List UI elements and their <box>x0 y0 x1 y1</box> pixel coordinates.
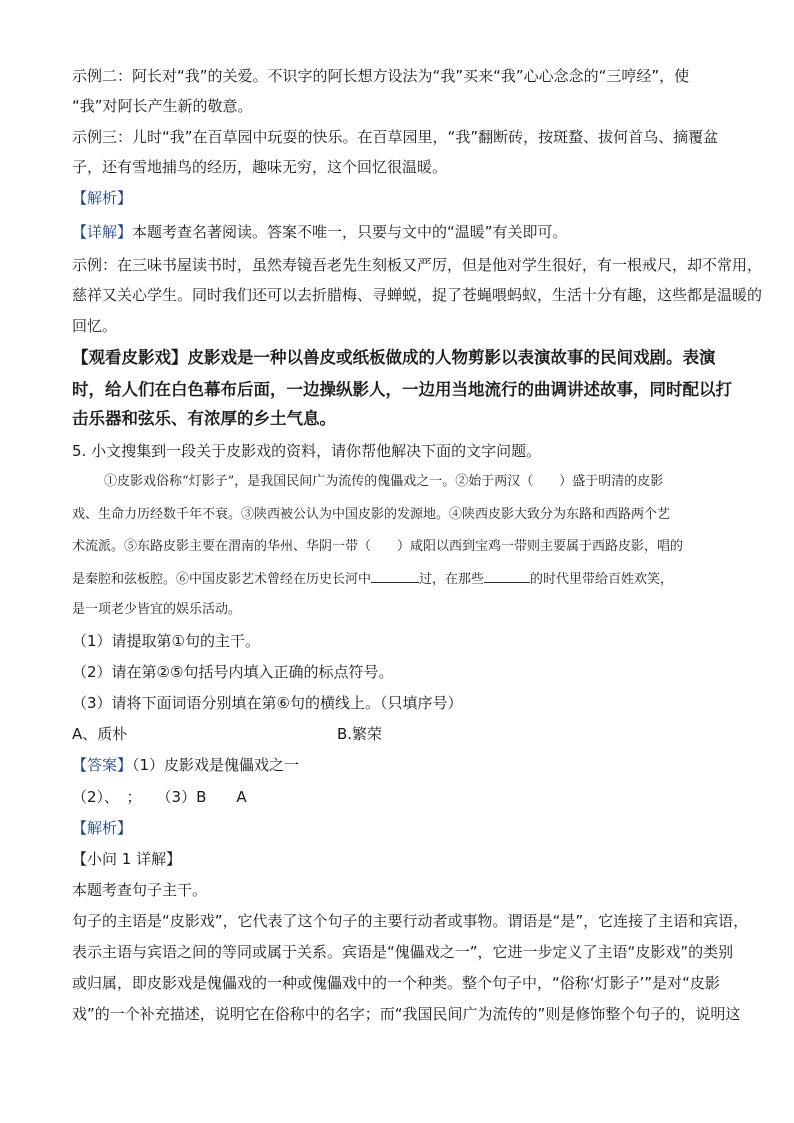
text-line: 戏”的一个补充描述，说明它在俗称中的名字；而“我国民间广为流传的”则是修饰整个句子的，说明这 <box>72 1005 741 1023</box>
bold-heading-line: 时，给人们在白色幕布后面，一边操纵影人，一边用当地流行的曲调讲述故事，同时配以打 <box>72 380 732 399</box>
option-a: A、质朴 <box>72 725 128 743</box>
text-line: 子，还有雪地捕鸟的经历，趣味无穷，这个回忆很温暖。 <box>72 158 448 176</box>
passage-line: 术流派。⑤东路皮影主要在渭南的华州、华阴一带（ ）咸阳以西到宝鸡一带则主要属于西路皮影，唱的 <box>72 539 684 554</box>
bold-heading-line: 【观看皮影戏】皮影戏是一种以兽皮或纸板做成的人物剪影以表演故事的民间戏剧。表演 <box>72 348 716 367</box>
text-line: 示例三：儿时“我”在百草园中玩耍的快乐。在百草园里，“我”翻断砖，按斑蝥、拔何首乌、摘覆盆 <box>72 128 719 146</box>
text-line: 示例二：阿长对“我”的关爱。不识字的阿长想方设法为“我”买来“我”心心念念的“三哼经”，使 <box>72 67 690 85</box>
blank-line-2 <box>484 568 530 583</box>
answer-line <box>72 755 299 775</box>
passage-line: 戏、生命力历经数千年不衰。③陕西被公认为中国皮影的发源地。④陕西皮影大致分为东路和西路两个艺 <box>72 507 671 522</box>
passage-line: ①皮影戏俗称“灯影子”，是我国民间广为流传的傀儡戏之一。②始于两汉（ ）盛于明清的皮影 <box>104 474 664 489</box>
passage-text: 过，在那些 <box>419 572 485 587</box>
text-line: 或归属，即皮影戏是傀儡戏的一种或傀儡戏中的一个种类。整个句子中，“俗称‘灯影子’”是对“皮影 <box>72 974 720 992</box>
sub-question-2: （2）请在第②⑤句括号内填入正确的标点符号。 <box>72 663 394 681</box>
text-line <box>72 222 568 242</box>
text-line: 句子的主语是“皮影戏”，它代表了这个句子的主要行动者或事物。谓语是“是”，它连接了主语和宾语， <box>72 912 749 930</box>
text-line: 回忆。 <box>72 317 118 335</box>
bold-heading-line: 击乐器和弦乐、有浓厚的乡土气息。 <box>72 409 336 428</box>
text-line: “我”对阿长产生新的敬意。 <box>72 97 253 115</box>
text-line: 本题考查句子主干。 <box>72 881 208 899</box>
answer-tag: 【答案】 <box>72 756 133 774</box>
detail-tag: 【详解】 <box>72 223 133 241</box>
text-line: 表示主语与宾语之间的等同或属于关系。宾语是“傀儡戏之一”，它进一步定义了主语“皮影戏”的类别 <box>72 943 734 961</box>
analysis-tag: 【解析】 <box>72 819 133 837</box>
passage-text: 的时代里带给百姓欢笑， <box>530 572 674 587</box>
option-b: B.繁荣 <box>337 725 383 743</box>
sub-question-heading: 【小问 1 详解】 <box>72 850 182 868</box>
passage-line: 是一项老少皆宜的娱乐活动。 <box>72 602 242 617</box>
passage-text: 是秦腔和弦板腔。⑥中国皮影艺术曾经在历史长河中 <box>72 572 372 587</box>
blank-line-1 <box>371 568 419 583</box>
passage-line <box>72 568 673 590</box>
question-5: 5. 小文搜集到一段关于皮影戏的资料，请你帮他解决下面的文字问题。 <box>72 442 542 460</box>
answer-text: （1）皮影戏是傀儡戏之一 <box>132 756 300 774</box>
text-line: 慈祥又关心学生。同时我们还可以去折腊梅、寻蝉蜕，捉了苍蝇喂蚂蚁，生活十分有趣，这些都是温暖的 <box>72 286 763 304</box>
sub-question-1: （1）请提取第①句的主干。 <box>72 632 260 650</box>
detail-text: 本题考查名著阅读。答案不唯一，只要与文中的“温暖”有关即可。 <box>132 223 568 241</box>
sub-question-3: （3）请将下面词语分别填在第⑥句的横线上。（只填序号） <box>72 694 463 712</box>
answer-line-2: （2）、 ； （3）B A <box>72 788 247 806</box>
analysis-tag: 【解析】 <box>72 189 133 207</box>
text-line: 示例：在三味书屋读书时，虽然寿镜吾老先生刻板又严厉，但是他对学生很好，有一根戒尺，却不常用， <box>72 256 763 274</box>
